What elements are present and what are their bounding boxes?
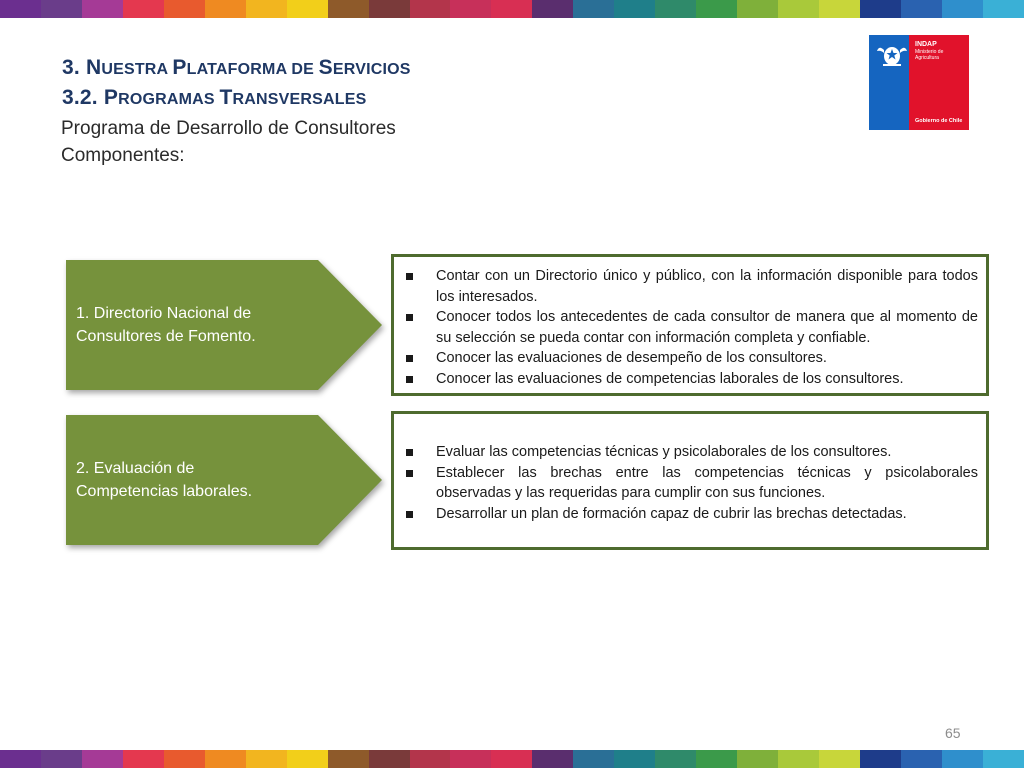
- stripe-segment: [328, 750, 369, 768]
- stripe-segment: [737, 750, 778, 768]
- stripe-segment: [983, 750, 1024, 768]
- stripe-segment: [164, 0, 205, 18]
- title1-word-initial: P: [172, 56, 187, 79]
- stripe-segment: [123, 0, 164, 18]
- stripe-segment: [573, 750, 614, 768]
- component-2-bullet-list: [404, 442, 978, 524]
- bullet-text: Desarrollar un plan de formación capaz de cubrir las brechas detectadas.: [436, 505, 907, 522]
- stripe-segment: [205, 0, 246, 18]
- stripe-segment: [983, 0, 1024, 18]
- stripe-segment: [860, 0, 901, 18]
- square-bullet-icon: [406, 470, 413, 477]
- stripe-segment: [737, 0, 778, 18]
- component-2-details: [391, 411, 989, 550]
- stripe-segment: [246, 750, 287, 768]
- list-item: [404, 307, 978, 348]
- component-1-details: [391, 254, 989, 396]
- stripe-segment: [819, 750, 860, 768]
- stripe-segment: [655, 750, 696, 768]
- slide-title-line2: [62, 86, 366, 110]
- square-bullet-icon: [406, 273, 413, 280]
- stripe-segment: [901, 0, 942, 18]
- stripe-segment: [0, 750, 41, 768]
- logo-ministry-line1: Ministerio de: [915, 49, 944, 55]
- bullet-text: Evaluar las competencias técnicas y psicolaborales de los consultores.: [436, 444, 892, 460]
- component-2-label: 2. Evaluación de Competencias laborales.: [76, 460, 253, 500]
- logo-brand: [915, 41, 943, 61]
- bullet-text: Conocer todos los antecedentes de cada consultor de manera que al momento de su selección se pueda contar con información completa y confiable.: [436, 309, 978, 346]
- title1-number: 3.: [62, 56, 86, 79]
- stripe-segment: [410, 750, 451, 768]
- list-item: [404, 266, 978, 307]
- stripe-segment: [532, 750, 573, 768]
- components-heading: Componentes:: [61, 145, 185, 166]
- list-item: [404, 348, 978, 369]
- indap-logo: [869, 35, 969, 130]
- stripe-segment: [328, 0, 369, 18]
- stripe-segment: [205, 750, 246, 768]
- list-item: [404, 504, 978, 525]
- logo-red-band: [909, 35, 969, 130]
- stripe-segment: [123, 750, 164, 768]
- stripe-segment: [778, 750, 819, 768]
- stripe-segment: [164, 750, 205, 768]
- stripe-segment: [0, 0, 41, 18]
- stripe-segment: [614, 750, 655, 768]
- square-bullet-icon: [406, 355, 413, 362]
- top-color-stripe: [0, 0, 1024, 18]
- stripe-segment: [819, 0, 860, 18]
- page-number: 65: [945, 725, 961, 741]
- stripe-segment: [573, 0, 614, 18]
- stripe-segment: [287, 750, 328, 768]
- stripe-segment: [41, 0, 82, 18]
- stripe-segment: [614, 0, 655, 18]
- program-subtitle: Programa de Desarrollo de Consultores: [61, 118, 396, 139]
- stripe-segment: [655, 0, 696, 18]
- logo-brand-text: INDAP: [915, 41, 937, 48]
- title1-word-initial: N: [85, 56, 102, 79]
- title2-word-rest: ROGRAMAS: [118, 91, 220, 108]
- stripe-segment: [942, 750, 983, 768]
- stripe-segment: [491, 0, 532, 18]
- stripe-segment: [696, 0, 737, 18]
- stripe-segment: [410, 0, 451, 18]
- title2-word-rest: RANSVERSALES: [232, 91, 367, 108]
- title1-word-rest: ERVICIOS: [332, 61, 411, 78]
- stripe-segment: [860, 750, 901, 768]
- stripe-segment: [82, 750, 123, 768]
- square-bullet-icon: [406, 376, 413, 383]
- square-bullet-icon: [406, 314, 413, 321]
- stripe-segment: [450, 0, 491, 18]
- stripe-segment: [41, 750, 82, 768]
- list-item: [404, 369, 978, 390]
- logo-ministry-line2: Agricultura: [915, 55, 939, 61]
- stripe-segment: [287, 0, 328, 18]
- bullet-text: Conocer las evaluaciones de desempeño de los consultores.: [436, 350, 827, 366]
- component-2-arrow: [66, 415, 382, 545]
- slide-title-line1: [62, 56, 411, 80]
- list-item: [404, 463, 978, 504]
- stripe-segment: [369, 0, 410, 18]
- title2-word-initial: T: [219, 86, 233, 109]
- stripe-segment: [82, 0, 123, 18]
- bullet-text: Establecer las brechas entre las competencias técnicas y psicolaborales observadas y las requeridas para cumplir con sus funciones.: [436, 464, 978, 501]
- logo-government-text: Gobierno de Chile: [915, 118, 963, 124]
- title2-number: 3.2.: [62, 86, 104, 109]
- title1-word-rest: UESTRA: [101, 61, 173, 78]
- stripe-segment: [532, 0, 573, 18]
- square-bullet-icon: [406, 511, 413, 518]
- list-item: [404, 442, 978, 463]
- title2-word-initial: P: [103, 86, 119, 109]
- stripe-segment: [901, 750, 942, 768]
- logo-blue-band: [869, 35, 909, 130]
- component-1-arrow: [66, 260, 382, 390]
- stripe-segment: [246, 0, 287, 18]
- square-bullet-icon: [406, 449, 413, 456]
- stripe-segment: [491, 750, 532, 768]
- title1-word-rest: DE: [291, 61, 319, 78]
- component-1-bullet-list: [404, 266, 978, 389]
- coat-of-arms-icon: [875, 41, 909, 67]
- bullet-text: Conocer las evaluaciones de competencias laborales de los consultores.: [436, 370, 904, 387]
- stripe-segment: [942, 0, 983, 18]
- stripe-segment: [369, 750, 410, 768]
- stripe-segment: [778, 0, 819, 18]
- component-1-label: 1. Directorio Nacional de Consultores de Fomento.: [76, 305, 256, 345]
- bullet-text: Contar con un Directorio único y público, con la información disponible para todos los interesados.: [436, 268, 978, 305]
- title1-word-initial: S: [318, 56, 333, 79]
- bottom-color-stripe: [0, 750, 1024, 768]
- stripe-segment: [696, 750, 737, 768]
- stripe-segment: [450, 750, 491, 768]
- title1-word-rest: LATAFORMA: [186, 61, 292, 78]
